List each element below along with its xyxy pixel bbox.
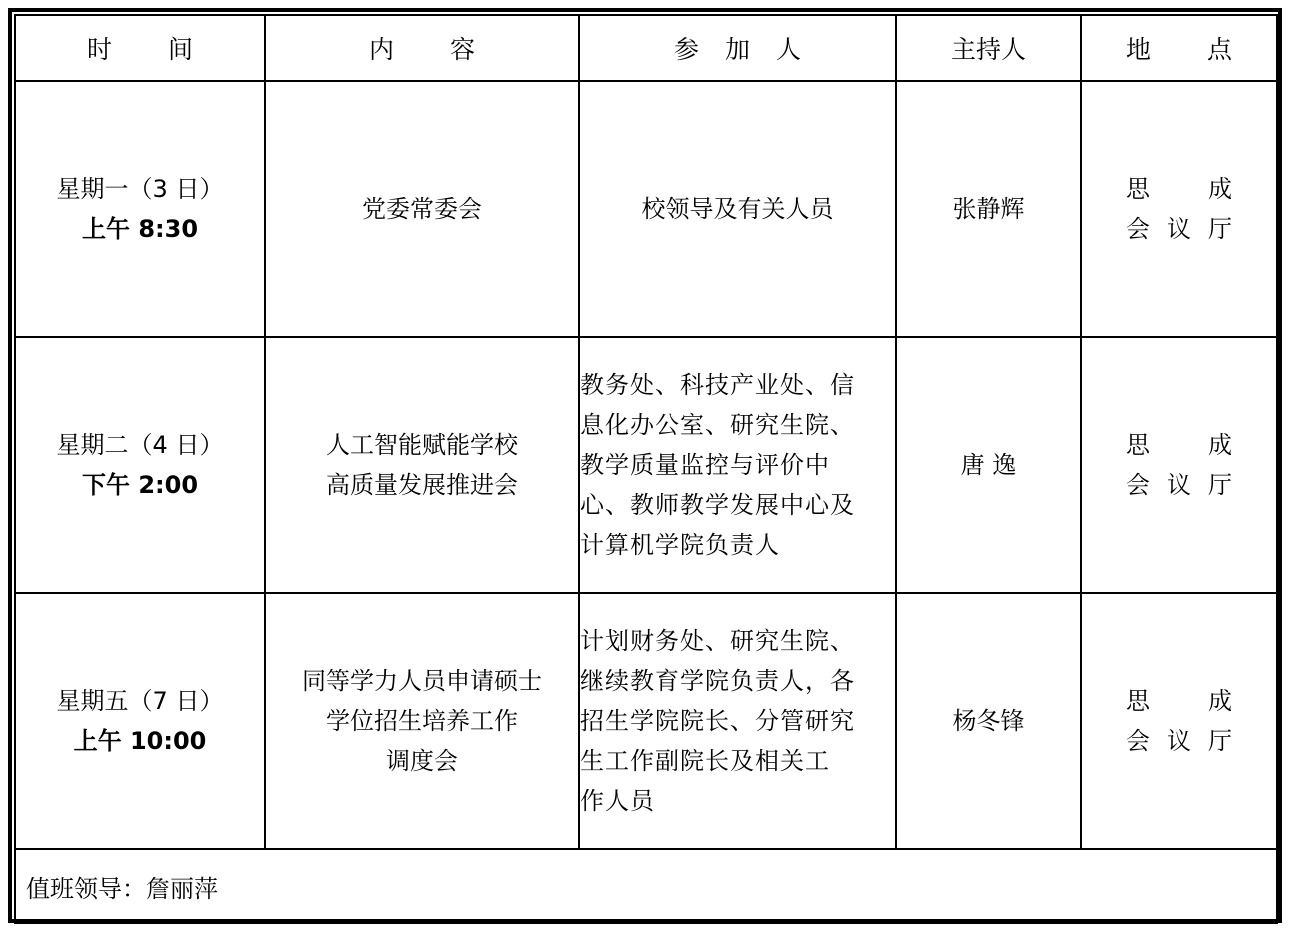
place-char: 会	[1126, 215, 1150, 243]
header-time: 时 间	[15, 15, 265, 81]
table-row	[15, 337, 1277, 593]
place-char: 厅	[1208, 727, 1232, 755]
header-row	[15, 15, 1277, 81]
header-attendees: 参 加 人	[579, 15, 896, 81]
duty-leader: 值班领导：詹丽萍	[15, 849, 1277, 923]
attendees-cell	[579, 593, 896, 849]
place-char: 议	[1167, 727, 1191, 755]
place-cell	[1081, 337, 1277, 593]
time-cell	[15, 337, 265, 593]
content-line: 调度会	[386, 747, 458, 775]
time-label: 上午 8:30	[81, 215, 199, 243]
content-cell	[265, 337, 579, 593]
attendees-line: 校领导及有关人员	[641, 195, 834, 223]
table-row	[15, 593, 1277, 849]
place-cell	[1081, 593, 1277, 849]
attendees-line: 教学质量监控与评价中	[580, 451, 830, 479]
place-cell	[1081, 81, 1277, 337]
attendees-cell	[579, 81, 896, 337]
place-char: 厅	[1208, 215, 1232, 243]
time-cell	[15, 81, 265, 337]
attendees-line: 息化办公室、研究生院、	[580, 411, 855, 439]
day-label: 星期二（4 日）	[56, 431, 224, 459]
day-label: 星期一（3 日）	[56, 175, 224, 203]
attendees-line: 继续教育学院负责人，各	[580, 667, 855, 695]
place-char: 会	[1126, 471, 1150, 499]
place-char: 厅	[1208, 471, 1232, 499]
attendees-line: 计算机学院负责人	[580, 531, 780, 559]
time-label: 上午 10:00	[73, 727, 207, 755]
place-char: 思	[1126, 175, 1150, 203]
header-content: 内 容	[265, 15, 579, 81]
place-char: 思	[1126, 431, 1150, 459]
attendees-line: 招生学院院长、分管研究	[580, 707, 855, 735]
content-line: 人工智能赋能学校	[326, 431, 518, 459]
content-line: 同等学力人员申请硕士	[302, 667, 542, 695]
host-cell	[896, 81, 1081, 337]
place-char: 议	[1167, 215, 1191, 243]
content-cell	[265, 593, 579, 849]
host-name: 唐 逸	[960, 451, 1017, 479]
place-char: 成	[1208, 687, 1232, 715]
host-cell	[896, 593, 1081, 849]
header-place: 地 点	[1081, 15, 1277, 81]
place-char: 议	[1167, 471, 1191, 499]
table-row	[15, 81, 1277, 337]
time-cell	[15, 593, 265, 849]
attendees-cell	[579, 337, 896, 593]
day-label: 星期五（7 日）	[56, 687, 224, 715]
host-name: 杨冬锋	[952, 707, 1025, 735]
content-line: 学位招生培养工作	[326, 707, 518, 735]
footer-row	[15, 849, 1277, 923]
host-cell	[896, 337, 1081, 593]
attendees-line: 教务处、科技产业处、信	[580, 371, 855, 399]
attendees-line: 计划财务处、研究生院、	[580, 627, 855, 655]
content-line: 党委常委会	[362, 195, 482, 223]
content-line: 高质量发展推进会	[326, 471, 518, 499]
place-char: 思	[1126, 687, 1150, 715]
place-char: 成	[1208, 431, 1232, 459]
header-host: 主持人	[896, 15, 1081, 81]
content-cell	[265, 81, 579, 337]
place-char: 会	[1126, 727, 1150, 755]
time-label: 下午 2:00	[81, 471, 199, 499]
weekly-schedule-table	[14, 14, 1278, 924]
host-name: 张静辉	[952, 195, 1025, 223]
attendees-line: 作人员	[580, 787, 655, 815]
attendees-line: 生工作副院长及相关工	[580, 747, 830, 775]
attendees-line: 心、教师教学发展中心及	[580, 491, 855, 519]
place-char: 成	[1208, 175, 1232, 203]
